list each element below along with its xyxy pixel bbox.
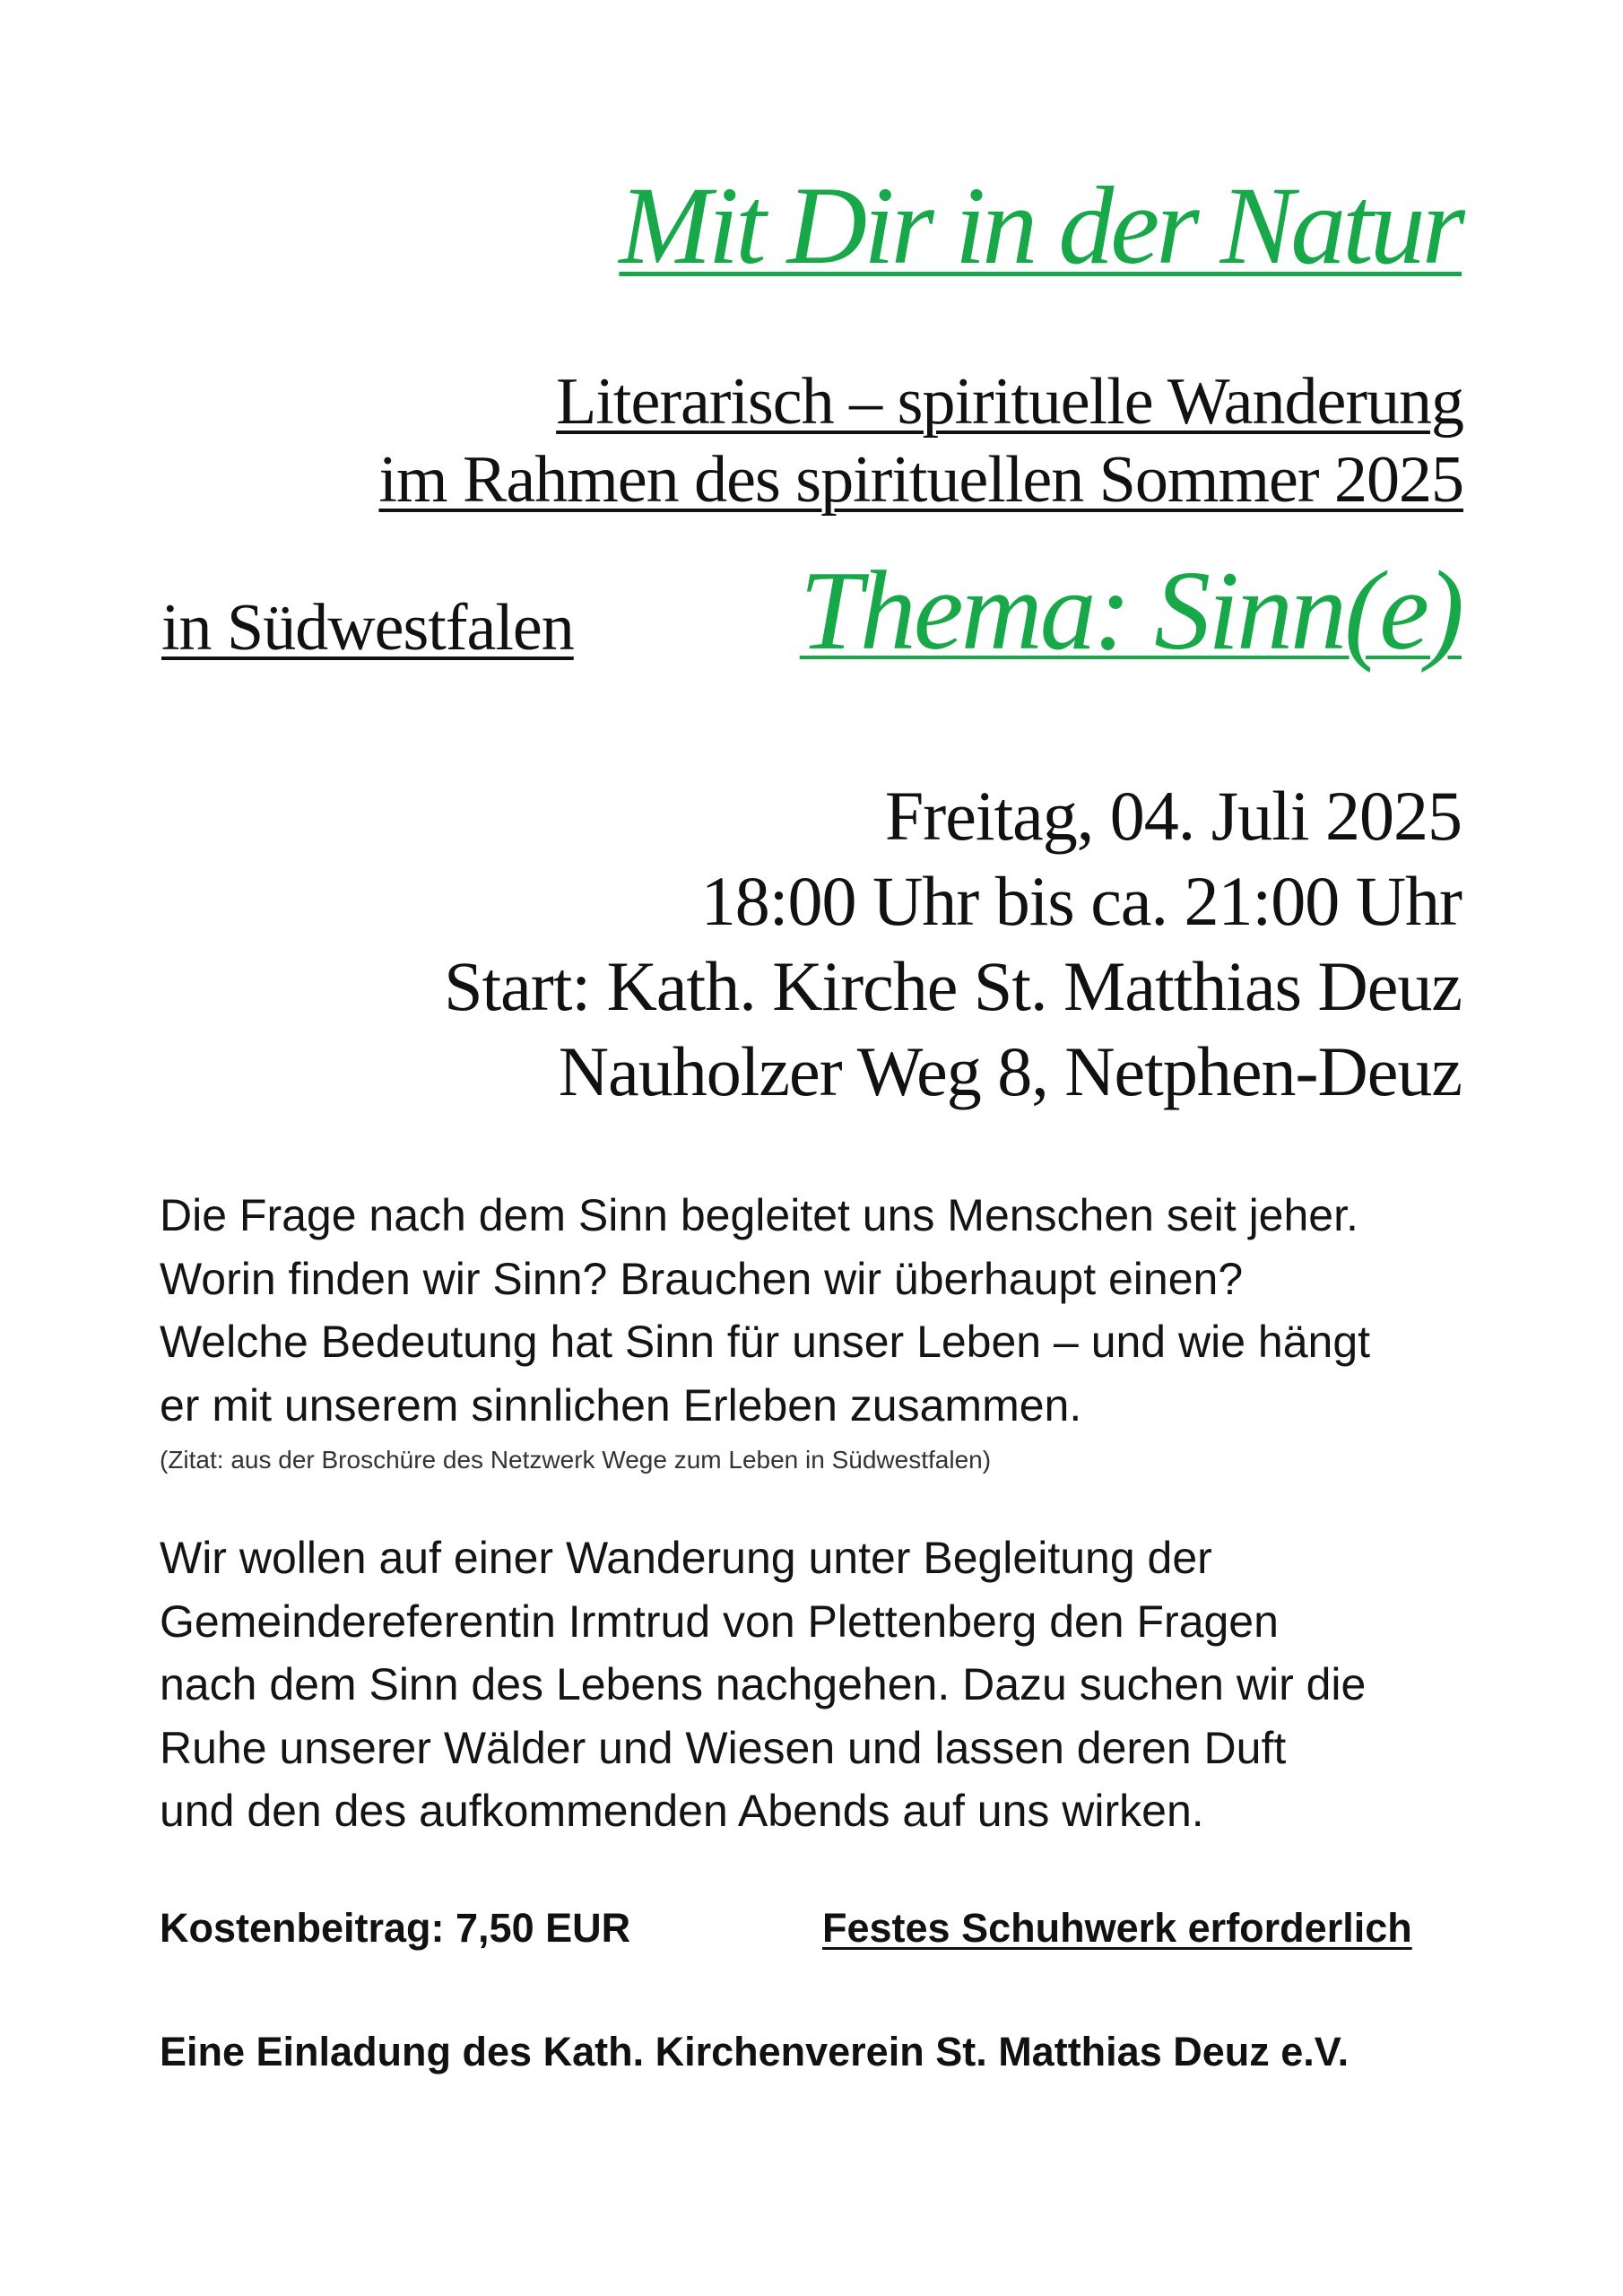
cost-note: Kostenbeitrag: 7,50 EUR [160, 1905, 631, 1951]
description-line-2: Gemeindereferentin Irmtrud von Plettenberg den Fragen [160, 1596, 1279, 1647]
description-line-3: nach dem Sinn des Lebens nachgehen. Dazu suchen wir die [160, 1659, 1367, 1709]
intro-line-3: Welche Bedeutung hat Sinn für unser Leben – und wie hängt [160, 1317, 1371, 1367]
theme-title: Thema: Sinn(e) [799, 549, 1462, 674]
event-details [161, 773, 1462, 1115]
intro-paragraph [160, 1184, 1455, 1437]
citation-note: (Zitat: aus der Broschüre des Netzwerk Wege zum Leben in Südwestfalen) [160, 1446, 992, 1474]
subtitle-line-1 [163, 363, 1463, 441]
invitation-note: Eine Einladung des Kath. Kirchenverein St. Matthias Deuz e.V. [160, 2029, 1350, 2074]
event-address: Nauholzer Weg 8, Netphen-Deuz [558, 1032, 1462, 1111]
event-time: 18:00 Uhr bis ca. 21:00 Uhr [700, 862, 1462, 941]
intro-line-1: Die Frage nach dem Sinn begleitet uns Menschen seit jeher. [160, 1190, 1358, 1240]
subtitle-block [163, 363, 1463, 518]
theme-row [161, 549, 1462, 677]
description-line-4: Ruhe unserer Wälder und Wiesen und lassen deren Duft [160, 1722, 1287, 1773]
footwear-note: Festes Schuhwerk erforderlich [822, 1905, 1412, 1951]
description-line-5: und den des aufkommenden Abends auf uns wirken. [160, 1786, 1204, 1836]
event-start: Start: Kath. Kirche St. Matthias Deuz [444, 947, 1462, 1026]
intro-line-2: Worin finden wir Sinn? Brauchen wir überhaupt einen? [160, 1253, 1244, 1304]
description-line-1: Wir wollen auf einer Wanderung unter Begleitung der [160, 1533, 1212, 1583]
description-paragraph [160, 1526, 1455, 1843]
subtitle-text-1: Literarisch – spirituelle Wanderung [556, 365, 1463, 439]
event-date: Freitag, 04. Juli 2025 [884, 777, 1462, 855]
subtitle-line-2 [163, 441, 1463, 519]
flyer-title: Mit Dir in der Natur [619, 164, 1462, 287]
region-text: in Südwestfalen [161, 591, 574, 665]
subtitle-text-2: im Rahmen des spirituellen Sommer 2025 [378, 442, 1463, 517]
intro-line-4: er mit unserem sinnlichen Erleben zusammen. [160, 1379, 1082, 1431]
